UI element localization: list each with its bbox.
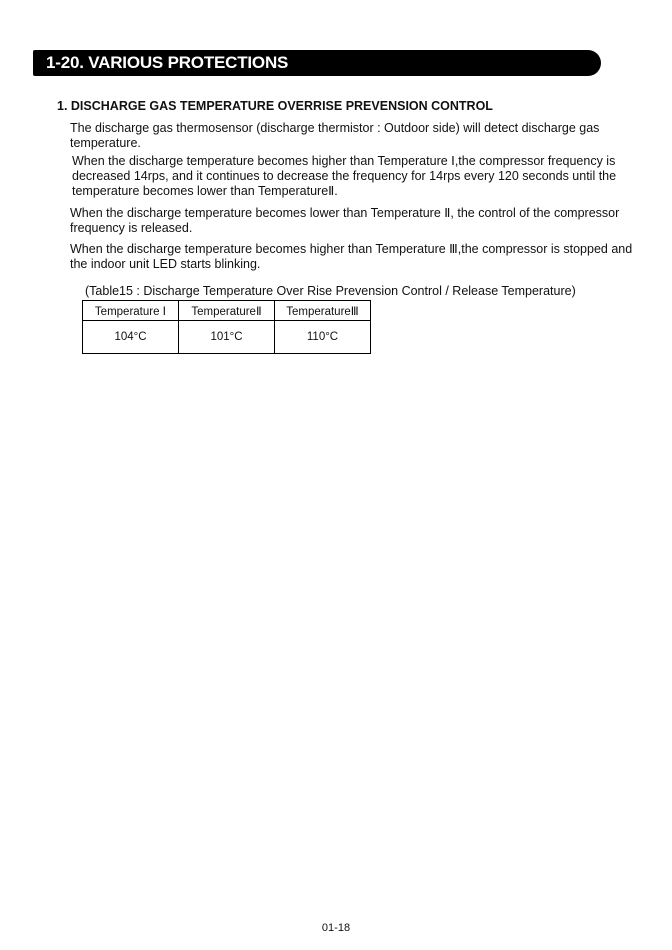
table-row xyxy=(83,321,371,354)
table-header-cell: TemperatureⅡ xyxy=(179,301,275,321)
paragraph-sensor-description: The discharge gas thermosensor (discharge thermistor : Outdoor side) will detect discharge gas temperature. xyxy=(70,121,600,150)
paragraph-temperature-2-rule: When the discharge temperature becomes lower than Temperature Ⅱ, the control of the compressor frequency is released. xyxy=(70,206,620,235)
table-cell: 110°C xyxy=(275,321,371,354)
section-title: 1-20. VARIOUS PROTECTIONS xyxy=(46,53,289,72)
subsection-heading: 1. DISCHARGE GAS TEMPERATURE OVERRISE PREVENSION CONTROL xyxy=(57,99,493,113)
paragraph-temperature-1-rule: When the discharge temperature becomes higher than Temperature Ⅰ,the compressor frequency is decreased 14rps, and it continues to decrease the frequency for 14rps every 120 seconds until the temperature becomes lower than TemperatureⅡ. xyxy=(72,154,617,198)
table-header-cell: TemperatureⅢ xyxy=(275,301,371,321)
page-number: 01-18 xyxy=(321,922,351,934)
paragraph-temperature-3-rule: When the discharge temperature becomes higher than Temperature Ⅲ,the compressor is stopped and the indoor unit LED starts blinking. xyxy=(70,242,633,271)
table-cell: 104°C xyxy=(83,321,179,354)
table-caption: (Table15 : Discharge Temperature Over Rise Prevension Control / Release Temperature) xyxy=(85,284,576,298)
table-header-row xyxy=(83,301,371,321)
table-cell: 101°C xyxy=(179,321,275,354)
section-banner xyxy=(33,50,601,76)
temperature-table xyxy=(82,300,371,354)
table-header-cell: Temperature Ⅰ xyxy=(83,301,179,321)
